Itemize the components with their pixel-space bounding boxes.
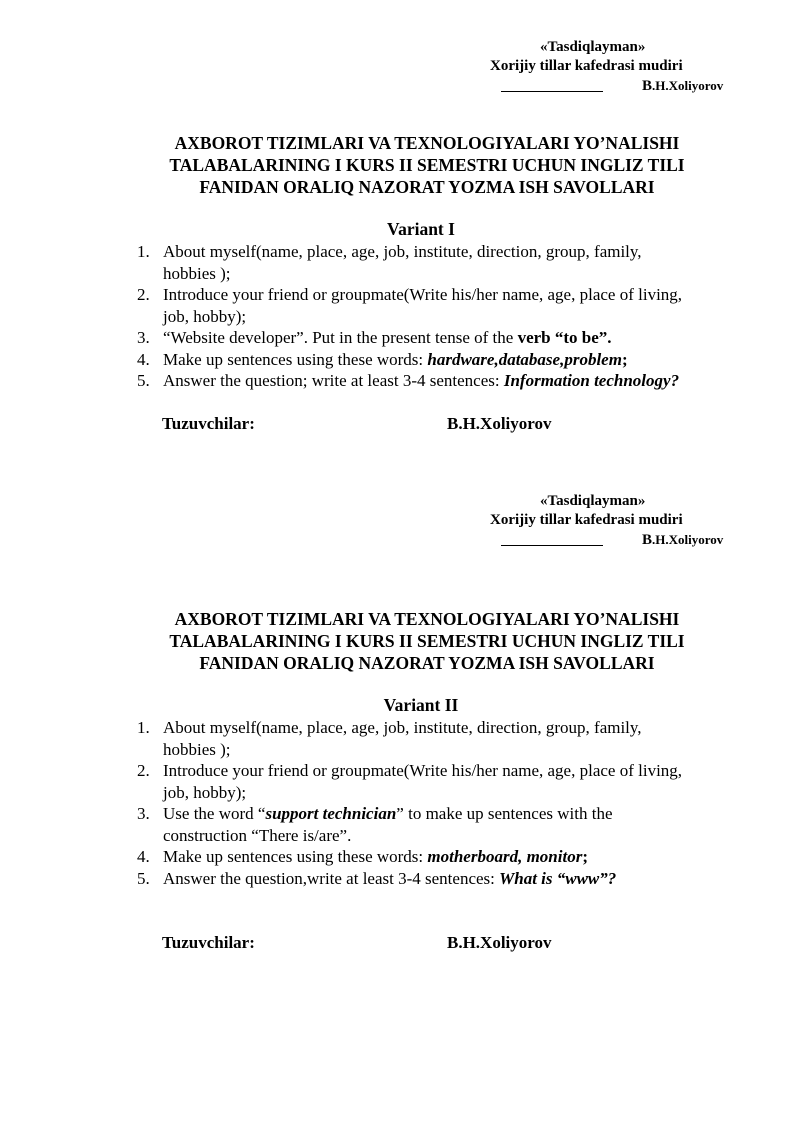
- question-item: 1. About myself(name, place, age, job, institute, direction, group, family, hobbies );: [137, 242, 642, 283]
- compilers-row-2: [162, 933, 552, 953]
- approval-block-1: [490, 38, 750, 95]
- approval-signer: B.H.Xoliyorov: [642, 532, 724, 548]
- approval-signature-row: [490, 530, 750, 549]
- title-line: FANIDAN ORALIQ NAZORAT YOZMA ISH SAVOLLARI: [199, 177, 655, 197]
- document-title-1: [0, 132, 800, 198]
- question-item: 2. Introduce your friend or groupmate(Write his/her name, age, place of living, job, hobby);: [137, 761, 683, 802]
- question-item: 3. “Website developer”. Put in the present tense of the verb “to be”.: [137, 328, 612, 347]
- approval-position: Xorijiy tillar kafedrasi mudiri: [490, 58, 683, 74]
- question-item: 5. Answer the question,write at least 3-4 sentences: What is “www”?: [137, 868, 617, 888]
- question-item: 1. About myself(name, place, age, job, institute, direction, group, family, hobbies );: [137, 718, 642, 759]
- question-list-2: [137, 717, 757, 889]
- question-item: 4. Make up sentences using these words: motherboard, monitor;: [137, 847, 588, 866]
- question-item: 5. Answer the question; write at least 3-4 sentences: Information technology?: [137, 371, 680, 390]
- signature-line: [501, 76, 603, 92]
- question-list-1: [137, 241, 757, 392]
- approval-position: Xorijiy tillar kafedrasi mudiri: [490, 512, 683, 528]
- document-title-2: [0, 608, 800, 674]
- question-item: 4. Make up sentences using these words: hardware,database,problem;: [137, 349, 628, 369]
- title-line: TALABALARINING I KURS II SEMESTRI UCHUN INGLIZ TILI: [169, 631, 685, 651]
- approval-block-2: [490, 492, 750, 549]
- variant-heading-1: Variant I: [387, 219, 455, 239]
- compilers-name: B.H.Xoliyorov: [447, 933, 552, 952]
- variant-heading-2: Variant II: [383, 695, 459, 715]
- question-item: 2. Introduce your friend or groupmate(Write his/her name, age, place of living, job, hobby);: [137, 285, 683, 326]
- compilers-label: Tuzuvchilar:: [162, 933, 255, 952]
- compilers-name: B.H.Xoliyorov: [447, 414, 552, 433]
- approval-signature-row: [490, 76, 750, 95]
- title-line: TALABALARINING I KURS II SEMESTRI UCHUN INGLIZ TILI: [169, 155, 685, 175]
- approval-label: «Tasdiqlayman»: [540, 493, 646, 509]
- approval-signer: B.H.Xoliyorov: [642, 78, 724, 94]
- title-line: AXBOROT TIZIMLARI VA TEXNOLOGIYALARI YO’NALISHI: [174, 133, 680, 153]
- question-item: 3. Use the word “support technician” to make up sentences with the construction “There is/are”.: [137, 804, 613, 845]
- compilers-label: Tuzuvchilar:: [162, 414, 255, 433]
- approval-label: «Tasdiqlayman»: [540, 39, 646, 55]
- title-line: AXBOROT TIZIMLARI VA TEXNOLOGIYALARI YO’NALISHI: [174, 609, 680, 629]
- title-line: FANIDAN ORALIQ NAZORAT YOZMA ISH SAVOLLARI: [199, 653, 655, 673]
- signature-line: [501, 530, 603, 546]
- compilers-row-1: [162, 414, 552, 434]
